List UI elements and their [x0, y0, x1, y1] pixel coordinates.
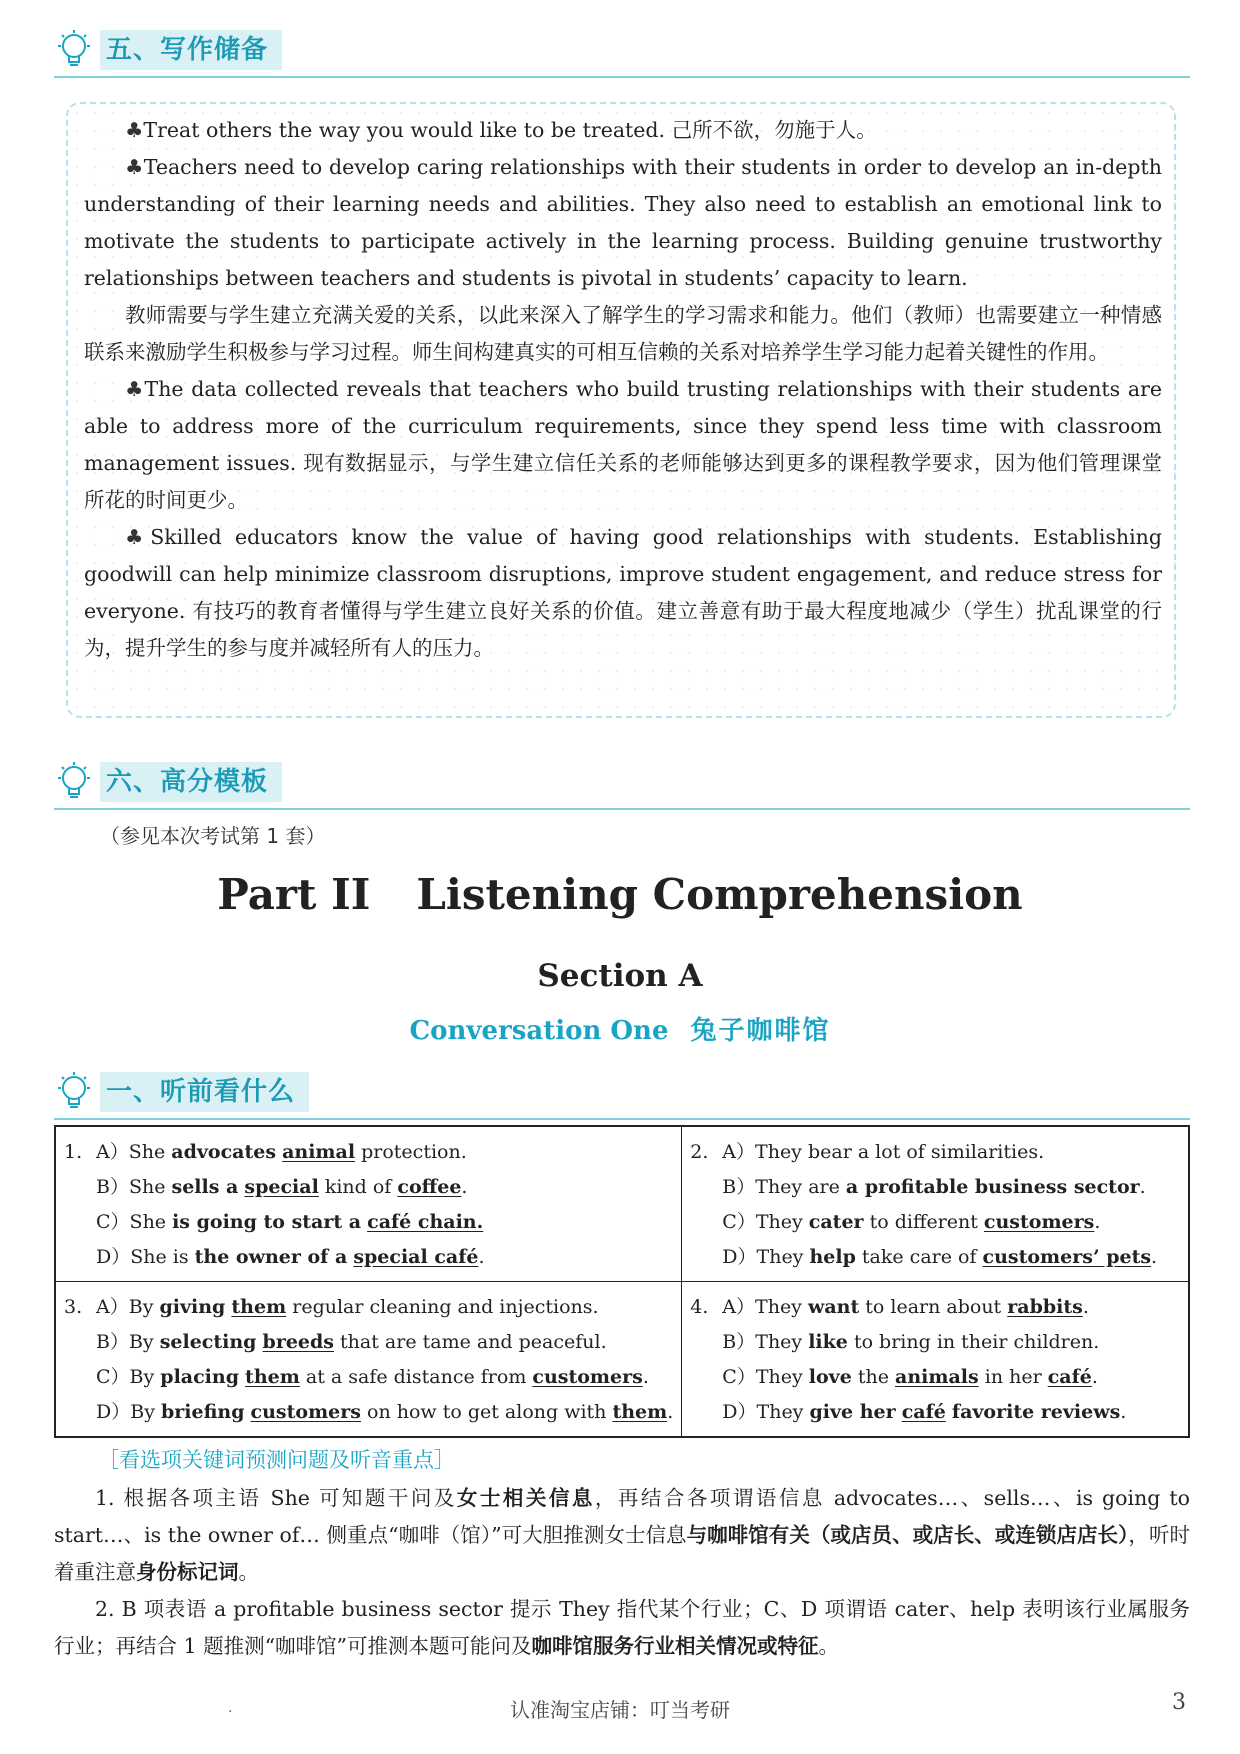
part-title: Part II Listening Comprehension — [217, 870, 1023, 919]
question-cell-3 — [55, 1282, 682, 1438]
analysis-heading: ［看选项关键词预测问题及听音重点］ — [98, 1448, 455, 1472]
option-a: 2. A）They bear a lot of similarities. — [690, 1141, 1045, 1163]
section-a-title: Section A — [537, 958, 703, 994]
writing-paragraph: ♣Teachers need to develop caring relationships with their students in order to develop an in-depth understanding of their learning needs and abilities. They also need to establish an emotional link to motivate the students to participate actively in the learning process. Building genuine trustworthy relationships between teachers and students is pivotal in students’ capacity to learn. — [84, 155, 1162, 290]
section-title: 六、高分模板 — [100, 762, 282, 802]
option-d: D）By briefing customers on how to get along with them. — [96, 1401, 674, 1423]
writing-reserve-box — [66, 102, 1176, 718]
club-icon: ♣ — [125, 377, 145, 401]
option-d: D）They help take care of customers’ pets. — [722, 1246, 1158, 1268]
option-d: D）She is the owner of a special café. — [96, 1246, 485, 1268]
section-heading-preview — [54, 1068, 1190, 1120]
conversation-title: Conversation One 兔子咖啡馆 — [409, 1016, 831, 1046]
option-b: B）She sells a special kind of coffee. — [96, 1176, 468, 1198]
page-number: 3 — [1172, 1690, 1186, 1715]
question-cell-4 — [682, 1282, 1189, 1438]
option-b: B）By selecting breeds that are tame and peaceful. — [96, 1331, 607, 1353]
analysis-text — [54, 1480, 1190, 1665]
club-icon: ♣ — [125, 118, 144, 142]
section-heading-writing — [54, 26, 1190, 78]
writing-paragraph: ♣Treat others the way you would like to be treated. 己所不欲，勿施于人。 — [125, 118, 877, 142]
option-a: 1. A）She advocates animal protection. — [64, 1141, 467, 1163]
question-cell-2 — [682, 1126, 1189, 1282]
lightbulb-icon — [54, 760, 94, 804]
lightbulb-icon — [54, 28, 94, 72]
analysis-paragraph: 2. B 项表语 a profitable business sector 提示 They 指代某个行业；C、D 项谓语 cater、help 表明该行业属服务行业；再结合 1 题推测“咖啡馆”可推测本题可能问及咖啡馆服务行业相关情况或特征。 — [54, 1597, 1190, 1658]
reference-note: （参见本次考试第 1 套） — [100, 824, 326, 848]
club-icon: ♣ — [125, 155, 144, 179]
question-cell-1 — [55, 1126, 682, 1282]
section-title: 一、听前看什么 — [100, 1072, 309, 1112]
writing-paragraph: 教师需要与学生建立充满关爱的关系，以此来深入了解学生的学习需求和能力。他们（教师）也需要建立一种情感联系来激励学生积极参与学习过程。师生间构建真实的可相互信赖的关系对培养学生学习能力起着关键性的作用。 — [84, 303, 1162, 364]
option-a: 4. A）They want to learn about rabbits. — [690, 1296, 1089, 1318]
option-a: 3. A）By giving them regular cleaning and injections. — [64, 1296, 599, 1318]
option-d: D）They give her café favorite reviews. — [722, 1401, 1127, 1423]
option-b: B）They like to bring in their children. — [722, 1331, 1100, 1353]
section-title: 五、写作储备 — [100, 30, 282, 70]
footer-dot: . — [228, 1700, 233, 1716]
writing-paragraph: ♣Skilled educators know the value of having good relationships with students. Establishing goodwill can help minimize classroom disruptions, improve student engagement, and reduce stress for everyone. 有技巧的教育者懂得与学生建立良好关系的价值。建立善意有助于最大程度地减少（学生）扰乱课堂的行为，提升学生的参与度并减轻所有人的压力。 — [84, 525, 1162, 660]
club-icon: ♣ — [125, 525, 151, 549]
writing-paragraph: ♣The data collected reveals that teachers who build trusting relationships with their students are able to address more of the curriculum requirements, since they spend less time with classroom management issues. 现有数据显示，与学生建立信任关系的老师能够达到更多的课程教学要求，因为他们管理课堂所花的时间更少。 — [84, 377, 1162, 512]
lightbulb-icon — [54, 1070, 94, 1114]
options-table — [54, 1125, 1190, 1438]
option-c: C）She is going to start a café chain. — [96, 1211, 484, 1233]
footer-shop-text: 认准淘宝店铺：叮当考研 — [510, 1698, 730, 1722]
option-c: C）They love the animals in her café. — [722, 1366, 1098, 1388]
option-b: B）They are a profitable business sector. — [722, 1176, 1146, 1198]
option-c: C）By placing them at a safe distance from customers. — [96, 1366, 649, 1388]
analysis-paragraph: 1. 根据各项主语 She 可知题干问及女士相关信息，再结合各项谓语信息 advocates…、sells…、is going to start…、is the owner of… 侧重点“咖啡（馆）”可大胆推测女士信息与咖啡馆有关（或店员、或店长、或连锁店店长），听时着重注意身份标记词。 — [54, 1486, 1191, 1584]
section-heading-template — [54, 758, 1190, 810]
option-c: C）They cater to different customers. — [722, 1211, 1101, 1233]
